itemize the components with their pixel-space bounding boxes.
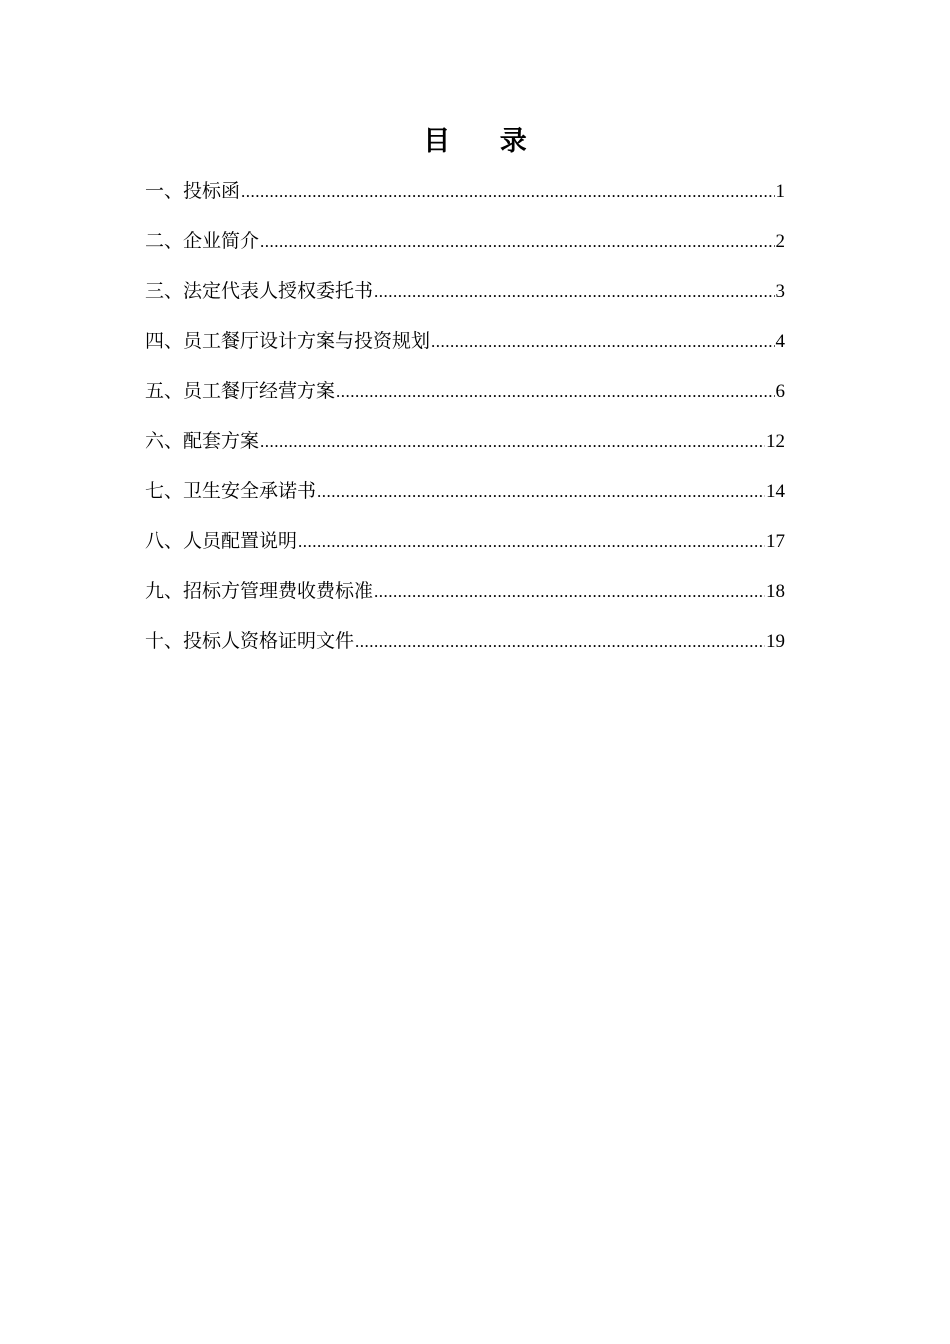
toc-entry-page: 4	[775, 331, 785, 352]
toc-entry-label: 二、企业简介	[145, 230, 260, 252]
toc-dot-leader	[431, 324, 774, 360]
toc-entry-label: 十、投标人资格证明文件	[145, 630, 355, 652]
toc-entry[interactable]	[145, 173, 785, 223]
toc-dot-leader	[355, 624, 765, 660]
toc-list	[145, 173, 785, 673]
toc-entry-page: 3	[775, 281, 785, 302]
toc-entry-page: 14	[766, 481, 785, 502]
toc-entry-page: 2	[775, 231, 785, 252]
toc-dot-leader	[260, 424, 765, 460]
toc-dot-leader	[298, 524, 765, 560]
toc-entry[interactable]	[145, 473, 785, 523]
toc-dot-leader	[336, 374, 774, 410]
toc-entry[interactable]	[145, 273, 785, 323]
toc-entry-label: 五、员工餐厅经营方案	[145, 380, 336, 402]
toc-dot-leader	[317, 474, 765, 510]
toc-dot-leader	[374, 574, 765, 610]
toc-entry-page: 1	[775, 181, 785, 202]
toc-entry[interactable]	[145, 523, 785, 573]
toc-entry[interactable]	[145, 323, 785, 373]
toc-entry-label: 三、法定代表人授权委托书	[145, 280, 374, 302]
toc-dot-leader	[241, 174, 774, 210]
toc-dot-leader	[260, 224, 774, 260]
toc-entry-page: 19	[766, 631, 785, 652]
toc-entry-page: 18	[766, 581, 785, 602]
toc-entry[interactable]	[145, 573, 785, 623]
toc-entry-page: 6	[775, 381, 785, 402]
toc-entry-label: 四、员工餐厅设计方案与投资规划	[145, 330, 431, 352]
toc-entry-label: 六、配套方案	[145, 430, 260, 452]
toc-entry-label: 七、卫生安全承诺书	[145, 480, 317, 502]
toc-entry[interactable]	[145, 423, 785, 473]
toc-entry[interactable]	[145, 223, 785, 273]
toc-entry[interactable]	[145, 373, 785, 423]
toc-entry-page: 17	[766, 531, 785, 552]
toc-entry-label: 九、招标方管理费收费标准	[145, 580, 374, 602]
toc-entry-page: 12	[766, 431, 785, 452]
toc-entry-label: 一、投标函	[145, 180, 241, 202]
toc-title: 目 录	[423, 126, 547, 157]
toc-dot-leader	[374, 274, 774, 310]
toc-entry-label: 八、人员配置说明	[145, 530, 298, 552]
toc-entry[interactable]	[145, 623, 785, 673]
